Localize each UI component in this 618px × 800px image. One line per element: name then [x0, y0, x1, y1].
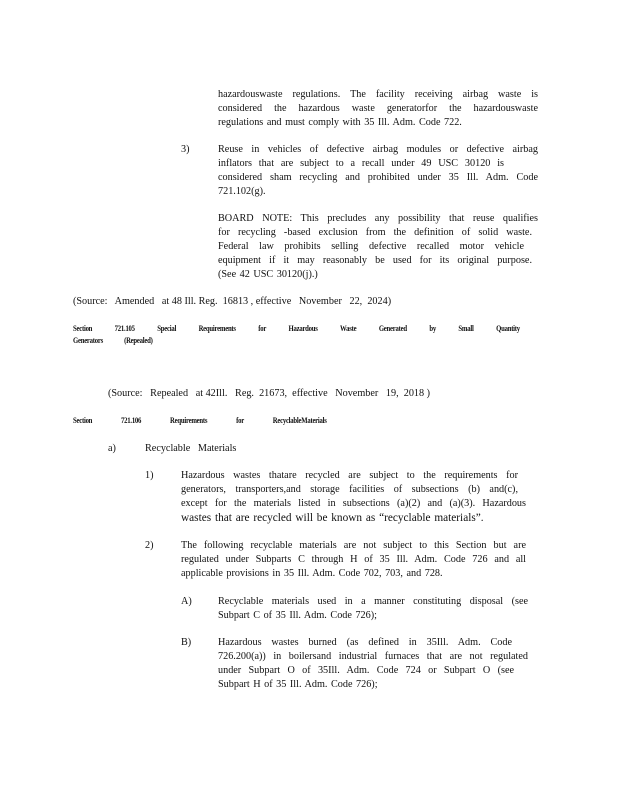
text-line: equipment if it may reasonably be used for its original purpose.: [218, 255, 532, 266]
item-1-text: [181, 469, 526, 525]
source-note: (Source: Amended at 48 Ill. Reg. 16813 , effective November 22, 2024): [73, 296, 392, 307]
text-line: Subpart H of 35 Ill. Adm. Code 726);: [218, 679, 378, 690]
text-line: for recycling -based exclusion from the definition of solid waste.: [218, 227, 532, 238]
item-2-text: [181, 539, 526, 581]
text-line: applicable provisions in 35 Ill. Adm. Code 702, 703, and 728.: [181, 568, 443, 579]
section-heading-721-106: Section 721.106 Requirements for RecyclableMaterials: [73, 416, 327, 425]
subsection-a-label: a): [108, 443, 116, 454]
section-heading-721-105: [73, 323, 520, 347]
continuation-paragraph: [218, 88, 538, 130]
item-3-text: [218, 143, 538, 199]
item-B-text: [218, 636, 528, 692]
item-A-text: [218, 595, 528, 623]
text-line: generators, transporters,and storage facilities of subsections (b) and(c),: [181, 484, 518, 495]
text-line: Federal law prohibits selling defective recalled motor vehicle: [218, 241, 524, 252]
text-line: wastes that are recycled will be known as “recyclable materials”.: [181, 512, 484, 524]
text-line: The following recyclable materials are not subject to this Section but are: [181, 540, 526, 551]
text-line: Hazardous wastes burned (as defined in 35Ill. Adm. Code: [218, 637, 512, 648]
item-B-label: B): [181, 637, 192, 648]
text-line: 726.200(a)) in boilersand industrial furnaces that are not regulated: [218, 651, 528, 662]
text-line: under Subpart O of 35Ill. Adm. Code 724 or Subpart O (see: [218, 665, 514, 676]
item-A-label: A): [181, 596, 192, 607]
text-line: regulated under Subparts C through H of 35 Ill. Adm. Code 726 and all: [181, 554, 526, 565]
item-1-label: 1): [145, 470, 154, 481]
text-line: Hazardous wastes thatare recycled are subject to the requirements for: [181, 470, 518, 481]
text-line: considered the hazardous waste generatorfor the hazardouswaste: [218, 103, 538, 114]
board-note: [218, 212, 538, 282]
text-line: (See 42 USC 30120(j).): [218, 269, 318, 280]
subsection-a-title: Recyclable Materials: [145, 443, 237, 454]
text-line: regulations and must comply with 35 Ill. Adm. Code 722.: [218, 117, 462, 128]
text-line: hazardouswaste regulations. The facility receiving airbag waste is: [218, 89, 538, 100]
section-heading-line: Generators (Repealed): [73, 336, 153, 345]
text-line: Reuse in vehicles of defective airbag modules or defective airbag: [218, 144, 538, 155]
source-note: (Source: Repealed at 42Ill. Reg. 21673, effective November 19, 2018 ): [108, 388, 431, 399]
item-3-label: 3): [181, 144, 190, 155]
text-line: inflators that are subject to a recall under 49 USC 30120 is: [218, 158, 504, 169]
text-line: except for the materials listed in subsections (a)(2) and (a)(3). Hazardous: [181, 498, 526, 509]
text-line: Subpart C of 35 Ill. Adm. Code 726);: [218, 610, 377, 621]
item-2-label: 2): [145, 540, 154, 551]
section-heading-line: Section 721.105 Special Requirements for Hazardous Waste Generated by Small Quantity: [73, 324, 520, 333]
text-line: BOARD NOTE: This precludes any possibility that reuse qualifies: [218, 213, 538, 224]
text-line: considered sham recycling and prohibited under 35 Ill. Adm. Code: [218, 172, 538, 183]
text-line: Recyclable materials used in a manner constituting disposal (see: [218, 596, 528, 607]
text-line: 721.102(g).: [218, 186, 266, 197]
